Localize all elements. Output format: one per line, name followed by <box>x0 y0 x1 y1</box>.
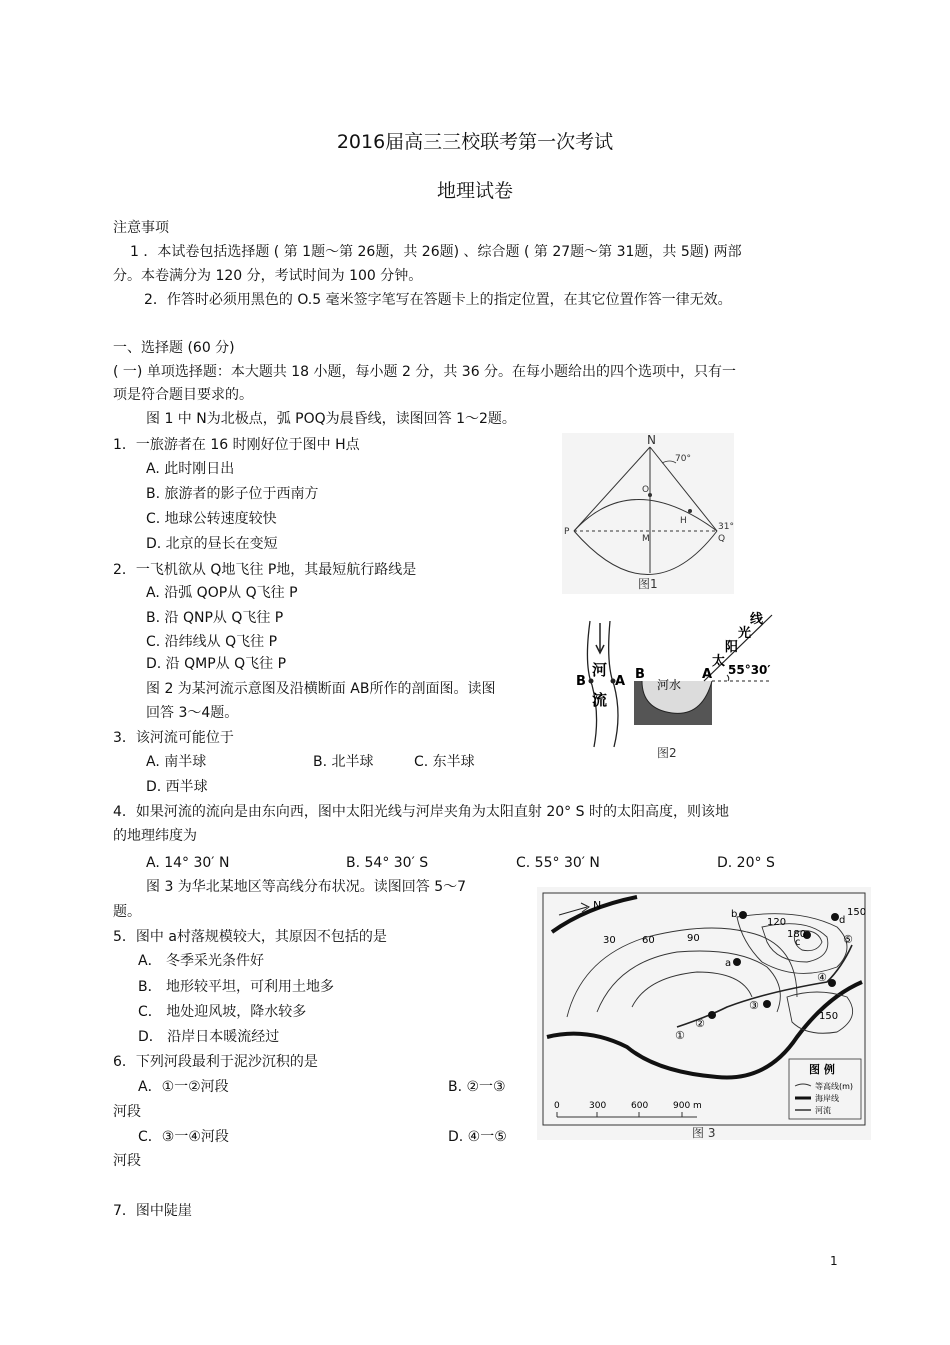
fig3-point-3: ③ <box>749 999 759 1012</box>
q5-option-a: A． 冬季采光条件好 <box>138 953 265 969</box>
notes-heading: 注意事项 <box>113 220 169 236</box>
q6-option-b-cont: 河段 <box>113 1104 141 1120</box>
q2-option-a: A. 沿弧 QOP从 Q飞往 P <box>146 585 298 601</box>
fig1-label-q: Q <box>718 534 726 544</box>
notes-line-1: 1 ．本试卷包括选择题 ( 第 1题～第 26题，共 26题) 、综合题 ( 第 27题～第 31题，共 5题) 两部 <box>130 244 742 260</box>
fig3-caption: 图 3 <box>692 1126 716 1140</box>
notes-line-3: 2．作答时必须用黑色的 O.5 毫米签字笔写在答题卡上的指定位置，在其它位置作答一律无效。 <box>144 292 732 308</box>
fig1-label-m: M <box>642 534 650 544</box>
section-heading: 一、选择题 (60 分) <box>113 340 235 356</box>
q6-option-a: A．①一②河段 <box>138 1079 229 1095</box>
page-number: 1 <box>830 1254 838 1268</box>
figure3-intro-1: 图 3 为华北某地区等高线分布状况。读图回答 5～7 <box>146 879 467 895</box>
figure1-intro: 图 1 中 N为北极点，弧 POQ为晨昏线，读图回答 1～2题。 <box>146 411 516 427</box>
q3-option-a: A. 南半球 <box>146 754 207 770</box>
q4-stem-2: 的地理纬度为 <box>113 828 197 844</box>
fig3-scale-600: 600 <box>631 1101 649 1111</box>
figure-3 <box>537 887 871 1140</box>
q1-option-c: C. 地球公转速度较快 <box>146 511 277 527</box>
q2-option-b: B. 沿 QNP从 Q飞往 P <box>146 610 284 626</box>
fig3-scale-0: 0 <box>554 1101 560 1111</box>
q2-stem: 2．一飞机欲从 Q地飞往 P地，其最短航行路线是 <box>113 562 417 578</box>
fig3-point-2: ② <box>695 1017 705 1030</box>
q5-option-d: D． 沿岸日本暖流经过 <box>138 1029 280 1045</box>
fig3-point-5: ⑤ <box>843 933 853 946</box>
fig2-label-a-left: A <box>615 674 626 689</box>
fig2-river-1: 河 <box>592 661 608 679</box>
fig3-legend-coastline: 海岸线 <box>815 1094 839 1103</box>
fig3-contour-60: 60 <box>642 935 655 946</box>
q6-stem: 6．下列河段最利于泥沙沉积的是 <box>113 1054 318 1070</box>
q3-option-c: C. 东半球 <box>414 754 475 770</box>
q5-option-b: B． 地形较平坦，可利用土地多 <box>138 979 335 995</box>
fig1-angle-top: 70° <box>675 454 691 464</box>
q3-stem: 3．该河流可能位于 <box>113 730 234 746</box>
fig3-village-d: d <box>839 915 846 926</box>
fig3-point-1: ① <box>675 1029 685 1042</box>
q4-option-a: A. 14° 30′ N <box>146 855 230 871</box>
fig2-sun-3: 阳 <box>725 640 739 655</box>
fig3-scale-900: 900 m <box>673 1101 702 1111</box>
fig3-contour-150-top: 150 <box>847 907 867 918</box>
section-instruction-1: ( 一) 单项选择题：本大题共 18 小题，每小题 2 分，共 36 分。在每小题给出的四个选项中，只有一 <box>113 364 737 380</box>
fig3-village-a: a <box>725 958 732 969</box>
fig2-label-b-right: B <box>635 667 645 682</box>
fig2-sun-2: 光 <box>738 626 752 641</box>
figure-2 <box>562 605 784 765</box>
q1-stem: 1．一旅游者在 16 时刚好位于图中 H点 <box>113 437 360 453</box>
fig3-contour-150-bottom: 150 <box>819 1011 839 1022</box>
page-title: 2016届高三三校联考第一次考试 <box>336 131 614 153</box>
fig1-label-o: O <box>642 485 650 495</box>
section-instruction-2: 项是符合题目要求的。 <box>113 387 253 403</box>
fig2-sun-1: 线 <box>750 612 764 627</box>
q5-option-c: C． 地处迎风坡，降水较多 <box>138 1004 307 1020</box>
fig3-legend-river: 河流 <box>815 1106 831 1115</box>
fig2-river-2: 流 <box>592 691 608 709</box>
notes-line-2: 分。本卷满分为 120 分，考试时间为 100 分钟。 <box>113 268 423 284</box>
figure2-intro-2: 回答 3～4题。 <box>146 705 239 721</box>
fig2-sun-4: 太 <box>712 654 726 669</box>
q4-stem-1: 4．如果河流的流向是由东向西，图中太阳光线与河岸夹角为太阳直射 20° S 时的太阳高度，则该地 <box>113 804 729 820</box>
fig2-angle: 55°30′ <box>728 663 771 677</box>
figure-1 <box>562 433 734 594</box>
q2-option-d: D. 沿 QMP从 Q飞往 P <box>146 656 287 672</box>
q3-option-d: D. 西半球 <box>146 779 208 795</box>
fig3-legend-contour: 等高线(m) <box>815 1082 854 1091</box>
fig1-caption: 图1 <box>638 577 658 591</box>
fig2-label-b-left: B <box>576 674 586 689</box>
fig3-village-c: c <box>795 937 801 948</box>
fig3-contour-30: 30 <box>603 935 616 946</box>
q4-option-c: C. 55° 30′ N <box>516 855 600 871</box>
q4-option-b: B. 54° 30′ S <box>346 855 429 871</box>
figure2-intro-1: 图 2 为某河流示意图及沿横断面 AB所作的剖面图。读图 <box>146 681 496 697</box>
fig3-contour-180: 180 <box>787 929 807 940</box>
fig3-north: N <box>593 899 602 912</box>
fig3-scale-300: 300 <box>589 1101 607 1111</box>
q1-option-a: A. 此时刚日出 <box>146 461 235 477</box>
q2-option-c: C. 沿纬线从 Q飞往 P <box>146 634 278 650</box>
figure3-intro-2: 题。 <box>113 904 141 920</box>
q6-option-d: D. ④一⑤ <box>448 1129 507 1145</box>
fig3-village-b: b <box>731 909 738 920</box>
q1-option-b: B. 旅游者的影子位于西南方 <box>146 486 319 502</box>
fig3-legend-title: 图 例 <box>809 1063 835 1076</box>
q5-stem: 5．图中 a村落规模较大，其原因不包括的是 <box>113 929 387 945</box>
fig2-caption: 图2 <box>657 746 677 760</box>
q6-option-c: C．③一④河段 <box>138 1129 229 1145</box>
fig1-label-h: H <box>680 516 687 526</box>
fig2-label-a-right: A <box>702 667 713 682</box>
q4-option-d: D. 20° S <box>717 855 775 871</box>
q3-option-b: B. 北半球 <box>313 754 374 770</box>
fig1-label-p: P <box>564 527 570 537</box>
fig3-contour-90: 90 <box>687 933 700 944</box>
fig3-contour-120: 120 <box>767 917 787 928</box>
fig2-water: 河水 <box>657 678 682 692</box>
fig1-label-n: N <box>647 433 656 447</box>
q6-option-b: B. ②一③ <box>448 1079 506 1095</box>
page-subtitle: 地理试卷 <box>436 180 513 202</box>
fig1-angle-right: 31° <box>718 522 734 532</box>
q1-option-d: D. 北京的昼长在变短 <box>146 536 278 552</box>
q6-option-d-cont: 河段 <box>113 1153 141 1169</box>
fig3-point-4: ④ <box>817 971 827 984</box>
q7-stem: 7．图中陡崖 <box>113 1203 192 1219</box>
